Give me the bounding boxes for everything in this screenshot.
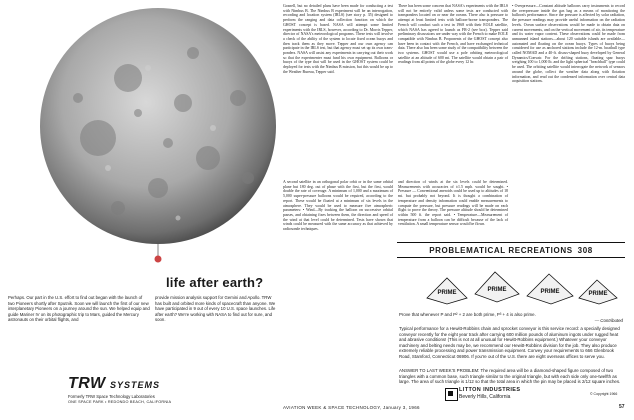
litton-logo: [445, 386, 565, 402]
ad-headline: life after earth?: [166, 275, 264, 290]
article-text: There has been some concern that NASA's experiments with the IRLS will not be entirely valid unless some tests are conducted with transponders located on or near the oceans. There also is pressure to attempt at least limited tests with balloon-borne transponders. The French will conduct such a test in 1968 with their EOLE satellite, which NASA has agreed to launch as FR-2 (see box). Tepper said preliminary discussions are under way with the French to make EOLE compatible with Nimbus B. Proponents of the GHOST concept also have been in contact with the French, and have exchanged technical data. There also has been some study of the compatibility between the two systems. GHOST would use a pole orbiting meteorological satellite at an altitude of 600 mi. The satellite would obtain a pair of readings from all points of the globe every 12 hr.: [398, 4, 508, 65]
litton-company-name: LITTON INDUSTRIES: [459, 387, 521, 393]
prime-boxes-illustration: [397, 258, 625, 306]
article-text: Gosnell, but no detailed plans have been made for conducting a test with Nimbus B. The Nimbus B experiment will be an interrogation, recording and location system (IRLS) (see story p. 35) designed to perform the ranging and data collection function on which the GHOST concept is based. NASA will attempt some limited experiments with the IRLS, however, according to Dr. Morris Tepper, director of NASA's meteorological programs. These tests will involve a check of the ability of the system to locate fixed ocean buoys and then track them as they move. Tepper and our own agency can participate in the IRLS test, but that agency must set up its own trans-ponders. NASA will assist any experiments in carrying out their work so that the experimenter must fund his own equipment. Balloons or buoys of the type that will be used in the GHOST system could be deployed for tests with the Nimbus B mission, but this would be up to the Weather Bureau, Tepper said.: [283, 4, 393, 74]
article-text: • Overpressure—Constant altitude balloons carry instruments to record the overpressure inside the gas bag as a means of monitoring the balloon's performance. Since the pressure is affected by solar radiation, the pressure readings may provide useful information on the radiation levels. Ocean surface observations would be made to obtain data on current movements, and on the vertical movement of air, its temperature and its water vapor content. These observations could be made from unmanned island stations—about 120 suitable islands are available—automated and floating on the ocean buoys. Types of buoys being considered for use as anchored stations include the 12-m. boathull type called NOMAD and a 40-ft. discus-shaped buoy developed by General Dynamics/Convair. For the drifting stations, floating spar buoys weighing 100 to 1,000 lb. and the light spherical "beachball" type could be used. The orbiting satellite would interrogate the network of sensors around the globe, collect the weather data along with flotation information, and read out the condensed information over central data acquisition stations.: [512, 4, 625, 84]
page-number: 57: [619, 404, 625, 410]
article-column-3: [283, 180, 393, 400]
prime-box-label: PRIME: [437, 290, 457, 296]
article-text: and direction of winds at the six levels could be determined. Measurements with accuracies of ±1.5 mph. would be sought. • Pressure — Conventional aneroids could be used up to altitudes of 18 mi. but probably not beyond. It is thought a combination of temperature and density information could enable measurements to compute the pressure, but pressure readings will be made on each flight to prove the theory. The pressure altitude should be determined within 500 ft. the report said. • Temperature—Measurement of temperature from a balloon can be difficult because of the lack of ventilation. A small temperature sensor would be flown.: [398, 180, 508, 227]
running-footer: AVIATION WEEK & SPACE TECHNOLOGY, January 3, 1966: [283, 405, 420, 410]
copyright-notice: © Copyright 1966: [590, 392, 618, 396]
prime-box-label: PRIME: [487, 287, 507, 293]
prime-box-label: PRIME: [588, 291, 608, 297]
trw-logo: TRW: [68, 375, 106, 392]
trw-former-name: Formerly TRW Space Technology Laboratories: [68, 394, 155, 399]
puzzle-problem: Prove that whenever P and P² + 2 are both prime, P³ + 4 is also prime.: [399, 312, 536, 317]
puzzle-number: 308: [577, 245, 593, 255]
puzzle-contributor: — Contributed: [594, 318, 623, 323]
article-text: A second satellite in an orthogonal polar orbit or in the same orbital plane but 180 deg. out of phase with the first, but the first, would double the rate of coverage. A minimum of 1,000 and a maximum of 5,000 super-pressure balloons would be required, according to the report. These would be floated at a minimum of six levels in the atmosphere. They would be used to measure five atmospheric parameters: • Wind—By tracking the balloon on successive orbital passes, and obtaining fixes between them, the direction and speed of the wind at that level could be determined. Tests have shown that winds could be measured with the same accuracy as that achieved by radiosonde techniques.: [283, 180, 393, 232]
puzzle-box: [397, 242, 625, 400]
trw-systems-wordmark: SYSTEMS: [110, 380, 161, 390]
article-column-5: [512, 4, 625, 85]
puzzle-title: PROBLEMATICAL RECREATIONS: [429, 245, 573, 255]
moon-illustration: [8, 8, 276, 268]
puzzle-header: [397, 242, 625, 258]
prime-box-label: PRIME: [540, 289, 560, 295]
ad-body-text-continued: provide mission analysis support for Gemini and Apollo. TRW has built and orbited more kinds of spacecraft than anyone. We have participated in 9 out of every 10 U.S. space launches. Life after earth? We're working with NASA to find out for sure, and soon.: [155, 295, 276, 323]
trw-address: ONE SPACE PARK • REDONDO BEACH, CALIFORNIA: [68, 400, 172, 404]
article-column-2: [398, 4, 508, 66]
ad-body-text: Perhaps. Our part in the U.S. effort to find out began with the launch of two Pioneers shortly after Sputnik. Soon we will launch the first of our new interplanetary Pioneers on a journey around the sun. We helped equip and guide Mariner IV on its photographic trip to Mars, guided the Mercury astronauts on their orbital flights, and: [8, 295, 150, 323]
litton-location: Beverly Hills, California: [459, 394, 511, 400]
puzzle-sponsor-copy: Typical performance for a Hewitt-Robbins chain and sprocket conveyor is this service record: a specially designed conveyor recently for the eight year track after carrying 600 million pounds of aluminum ingots under rugged heat and abrasive conditions! (This is not at all unusual for Hewitt-Robbins equipment.) Whatever your conveyor machinery and belting needs may be, we recommend our Hewitt-Robbins division for the job. They also produce extremely reliable processing and power transmission equipment. Convey your requirements to 666 Glenbrook Road, Stamford, Connecticut 06906. If you're out of the U.S. there are eight overseas offices to serve you.: [399, 326, 620, 359]
puzzle-answer: ANSWER TO LAST WEEK'S PROBLEM: The required area will be a diamond-shaped figure composed of two triangles with a common base, such triangle similar to the original triangle, but with each side only one-twelfth as large. The area of such triangle is 1/12 so that the total area in which the pin may be placed is 2/12 square inches.: [399, 368, 621, 385]
article-column-1: [283, 4, 393, 76]
litton-mark-icon: [445, 388, 458, 401]
